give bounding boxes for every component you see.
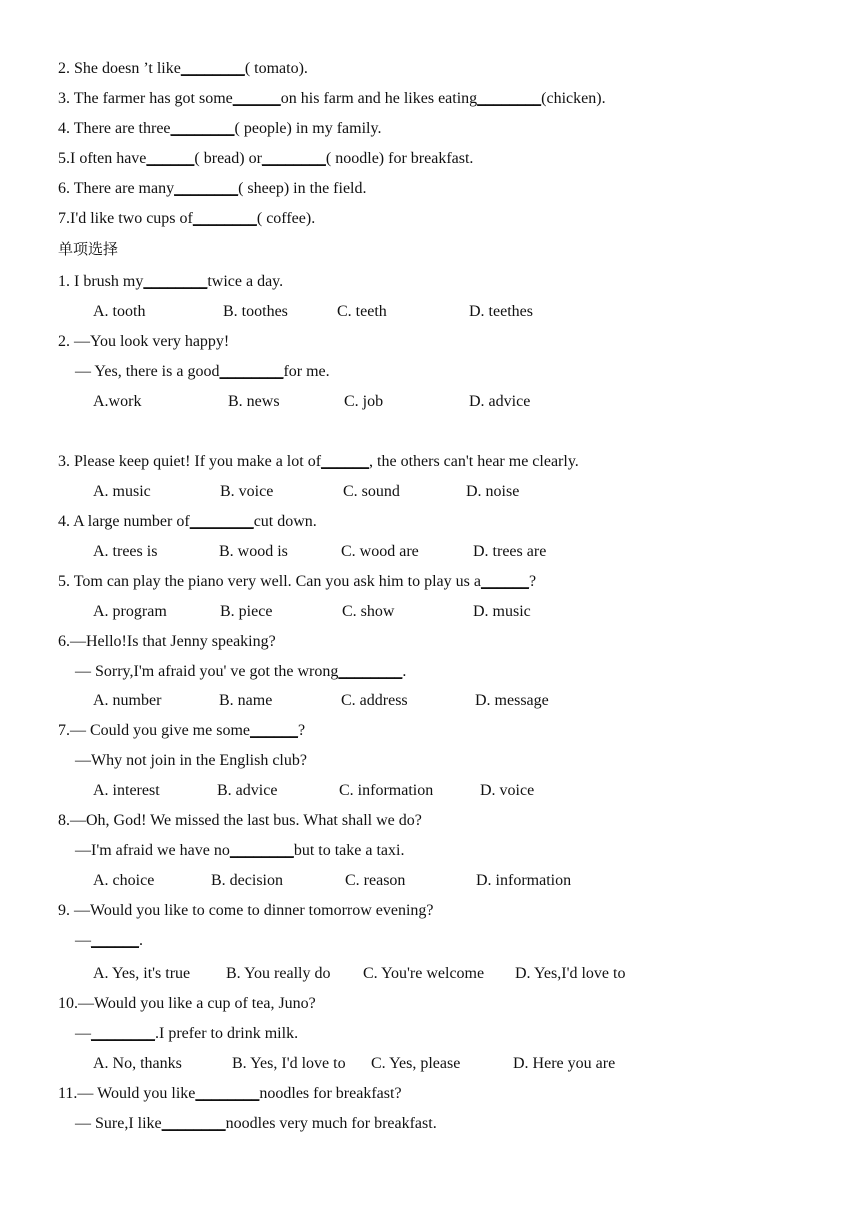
question-5-option-b: B. piece [220,603,273,620]
question-7-stem: 7.— Could you give me some______? [58,722,306,739]
question-10-reply: —________.I prefer to drink milk. [75,1025,299,1042]
question-10-stem: 10.—Would you like a cup of tea, Juno? [58,995,316,1012]
question-3-option-b: B. voice [220,483,274,500]
question-3-option-a: A. music [93,483,151,500]
question-8-reply: —I'm afraid we have no________but to take a taxi. [75,842,405,859]
question-2-stem: 2. —You look very happy! [58,333,230,350]
question-5-option-a: A. program [93,603,167,620]
question-1-option-a: A. tooth [93,303,146,320]
question-6-option-a: A. number [93,692,162,709]
question-6-reply: — Sorry,I'm afraid you' ve got the wrong________. [75,663,407,680]
question-8-option-b: B. decision [211,872,283,889]
question-3-stem: 3. Please keep quiet! If you make a lot of______, the others can't hear me clearly. [58,453,579,470]
question-8-stem: 8.—Oh, God! We missed the last bus. What shall we do? [58,812,422,829]
question-1-option-b: B. toothes [223,303,288,320]
question-4-option-a: A. trees is [93,543,158,560]
fill-in-item-3: 3. The farmer has got some______on his farm and he likes eating________(chicken). [58,90,606,107]
question-9-reply: —______. [75,932,143,949]
question-5-option-d: D. music [473,603,531,620]
question-11-stem: 11.— Would you like________noodles for breakfast? [58,1085,402,1102]
question-7-reply: —Why not join in the English club? [75,752,307,769]
fill-in-item-5: 5.I often have______( bread) or________( noodle) for breakfast. [58,150,474,167]
question-1-option-d: D. teethes [469,303,533,320]
section-title: 单项选择 [58,240,119,258]
fill-in-item-4: 4. There are three________( people) in my family. [58,120,382,137]
question-8-option-a: A. choice [93,872,155,889]
question-9-stem: 9. —Would you like to come to dinner tomorrow evening? [58,902,434,919]
question-8-option-c: C. reason [345,872,406,889]
question-5-stem: 5. Tom can play the piano very well. Can you ask him to play us a______? [58,573,537,590]
question-7-option-a: A. interest [93,782,160,799]
question-11-reply: — Sure,I like________noodles very much for breakfast. [75,1115,437,1132]
question-4-stem: 4. A large number of________cut down. [58,513,317,530]
question-10-option-c: C. Yes, please [371,1055,461,1072]
question-8-option-d: D. information [476,872,572,889]
fill-in-item-2: 2. She doesn ’t like________( tomato). [58,60,308,77]
question-7-option-c: C. information [339,782,434,799]
question-7-option-d: D. voice [480,782,535,799]
question-9-option-a: A. Yes, it's true [93,965,191,982]
question-7-option-b: B. advice [217,782,278,799]
question-2-option-b: B. news [228,393,280,410]
question-4-option-c: C. wood are [341,543,419,560]
question-1-option-c: C. teeth [337,303,387,320]
question-10-option-d: D. Here you are [513,1055,616,1072]
question-2-reply: — Yes, there is a good________for me. [75,363,330,380]
question-9-option-c: C. You're welcome [363,965,485,982]
question-1-stem: 1. I brush my________twice a day. [58,273,284,290]
question-9-option-b: B. You really do [226,965,331,982]
question-4-option-d: D. trees are [473,543,547,560]
question-4-option-b: B. wood is [219,543,288,560]
fill-in-item-6: 6. There are many________( sheep) in the field. [58,180,367,197]
question-10-option-b: B. Yes, I'd love to [232,1055,346,1072]
question-3-option-d: D. noise [466,483,520,500]
question-3-option-c: C. sound [343,483,400,500]
question-6-option-b: B. name [219,692,273,709]
question-6-option-c: C. address [341,692,408,709]
question-9-option-d: D. Yes,I'd love to [515,965,626,982]
question-10-option-a: A. No, thanks [93,1055,182,1072]
question-5-option-c: C. show [342,603,395,620]
question-6-option-d: D. message [475,692,549,709]
question-6-stem: 6.—Hello!Is that Jenny speaking? [58,633,276,650]
question-2-option-d: D. advice [469,393,531,410]
question-2-option-c: C. job [344,393,384,410]
question-2-option-a: A.work [93,393,142,410]
fill-in-item-7: 7.I'd like two cups of________( coffee). [58,210,316,227]
